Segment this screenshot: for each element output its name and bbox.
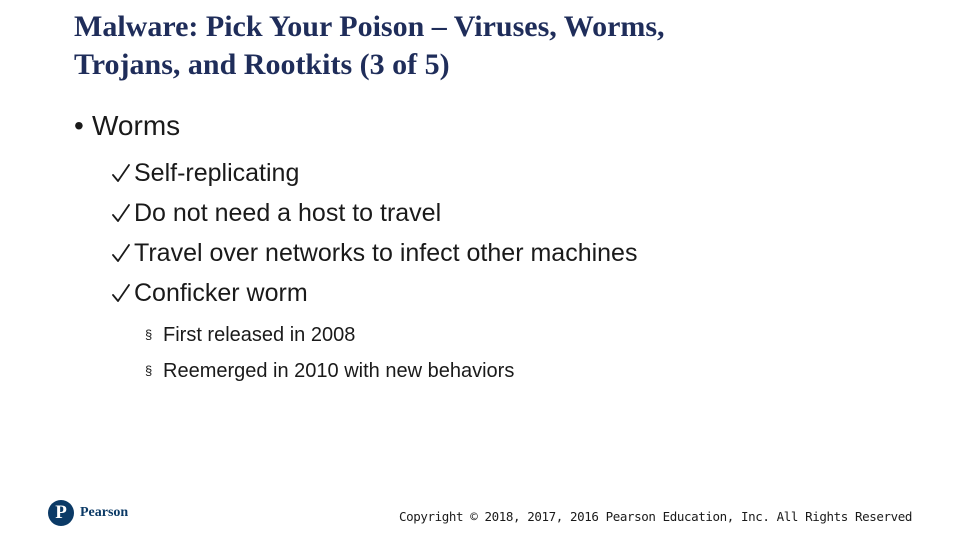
- sub-bullet-item: [110, 273, 637, 313]
- sub-sub-bullet-text: Reemerged in 2010 with new behaviors: [163, 360, 515, 382]
- checkmark-icon: [110, 161, 132, 185]
- checkmark-icon: [110, 201, 132, 225]
- sub-bullet-text: Travel over networks to infect other machines: [134, 239, 638, 267]
- pearson-logo-icon: P: [48, 500, 74, 526]
- sub-bullet-text: Conficker worm: [134, 279, 308, 307]
- slide-title-line-1: Malware: Pick Your Poison – Viruses, Worms,: [74, 10, 665, 43]
- sub-bullet-text: Self-replicating: [134, 159, 300, 187]
- slide-title-line-2: Trojans, and Rootkits (3 of 5): [74, 48, 450, 81]
- sub-bullet-text: Do not need a host to travel: [134, 199, 442, 227]
- checkmark-icon: [110, 281, 132, 305]
- pearson-logo: [48, 500, 128, 526]
- bullet-dot-icon: •: [74, 110, 84, 141]
- checkmark-icon: [110, 241, 132, 265]
- copyright-notice: Copyright © 2018, 2017, 2016 Pearson Education, Inc. All Rights Reserved: [398, 509, 912, 524]
- sub-sub-bullet-list: [145, 317, 514, 389]
- sub-bullet-item: [110, 153, 637, 193]
- slide-title: [74, 8, 934, 84]
- sub-bullet-item: [110, 233, 637, 273]
- sub-sub-bullet-item: [145, 353, 514, 389]
- sub-sub-bullet-item: [145, 317, 514, 353]
- section-marker-icon: §: [145, 363, 153, 378]
- sub-bullet-list: [110, 153, 637, 313]
- pearson-logo-text: Pearson: [80, 505, 129, 520]
- section-marker-icon: §: [145, 327, 153, 342]
- sub-sub-bullet-text: First released in 2008: [163, 324, 356, 346]
- main-bullet-text: Worms: [92, 110, 181, 141]
- sub-bullet-item: [110, 193, 637, 233]
- main-bullet: [74, 108, 180, 144]
